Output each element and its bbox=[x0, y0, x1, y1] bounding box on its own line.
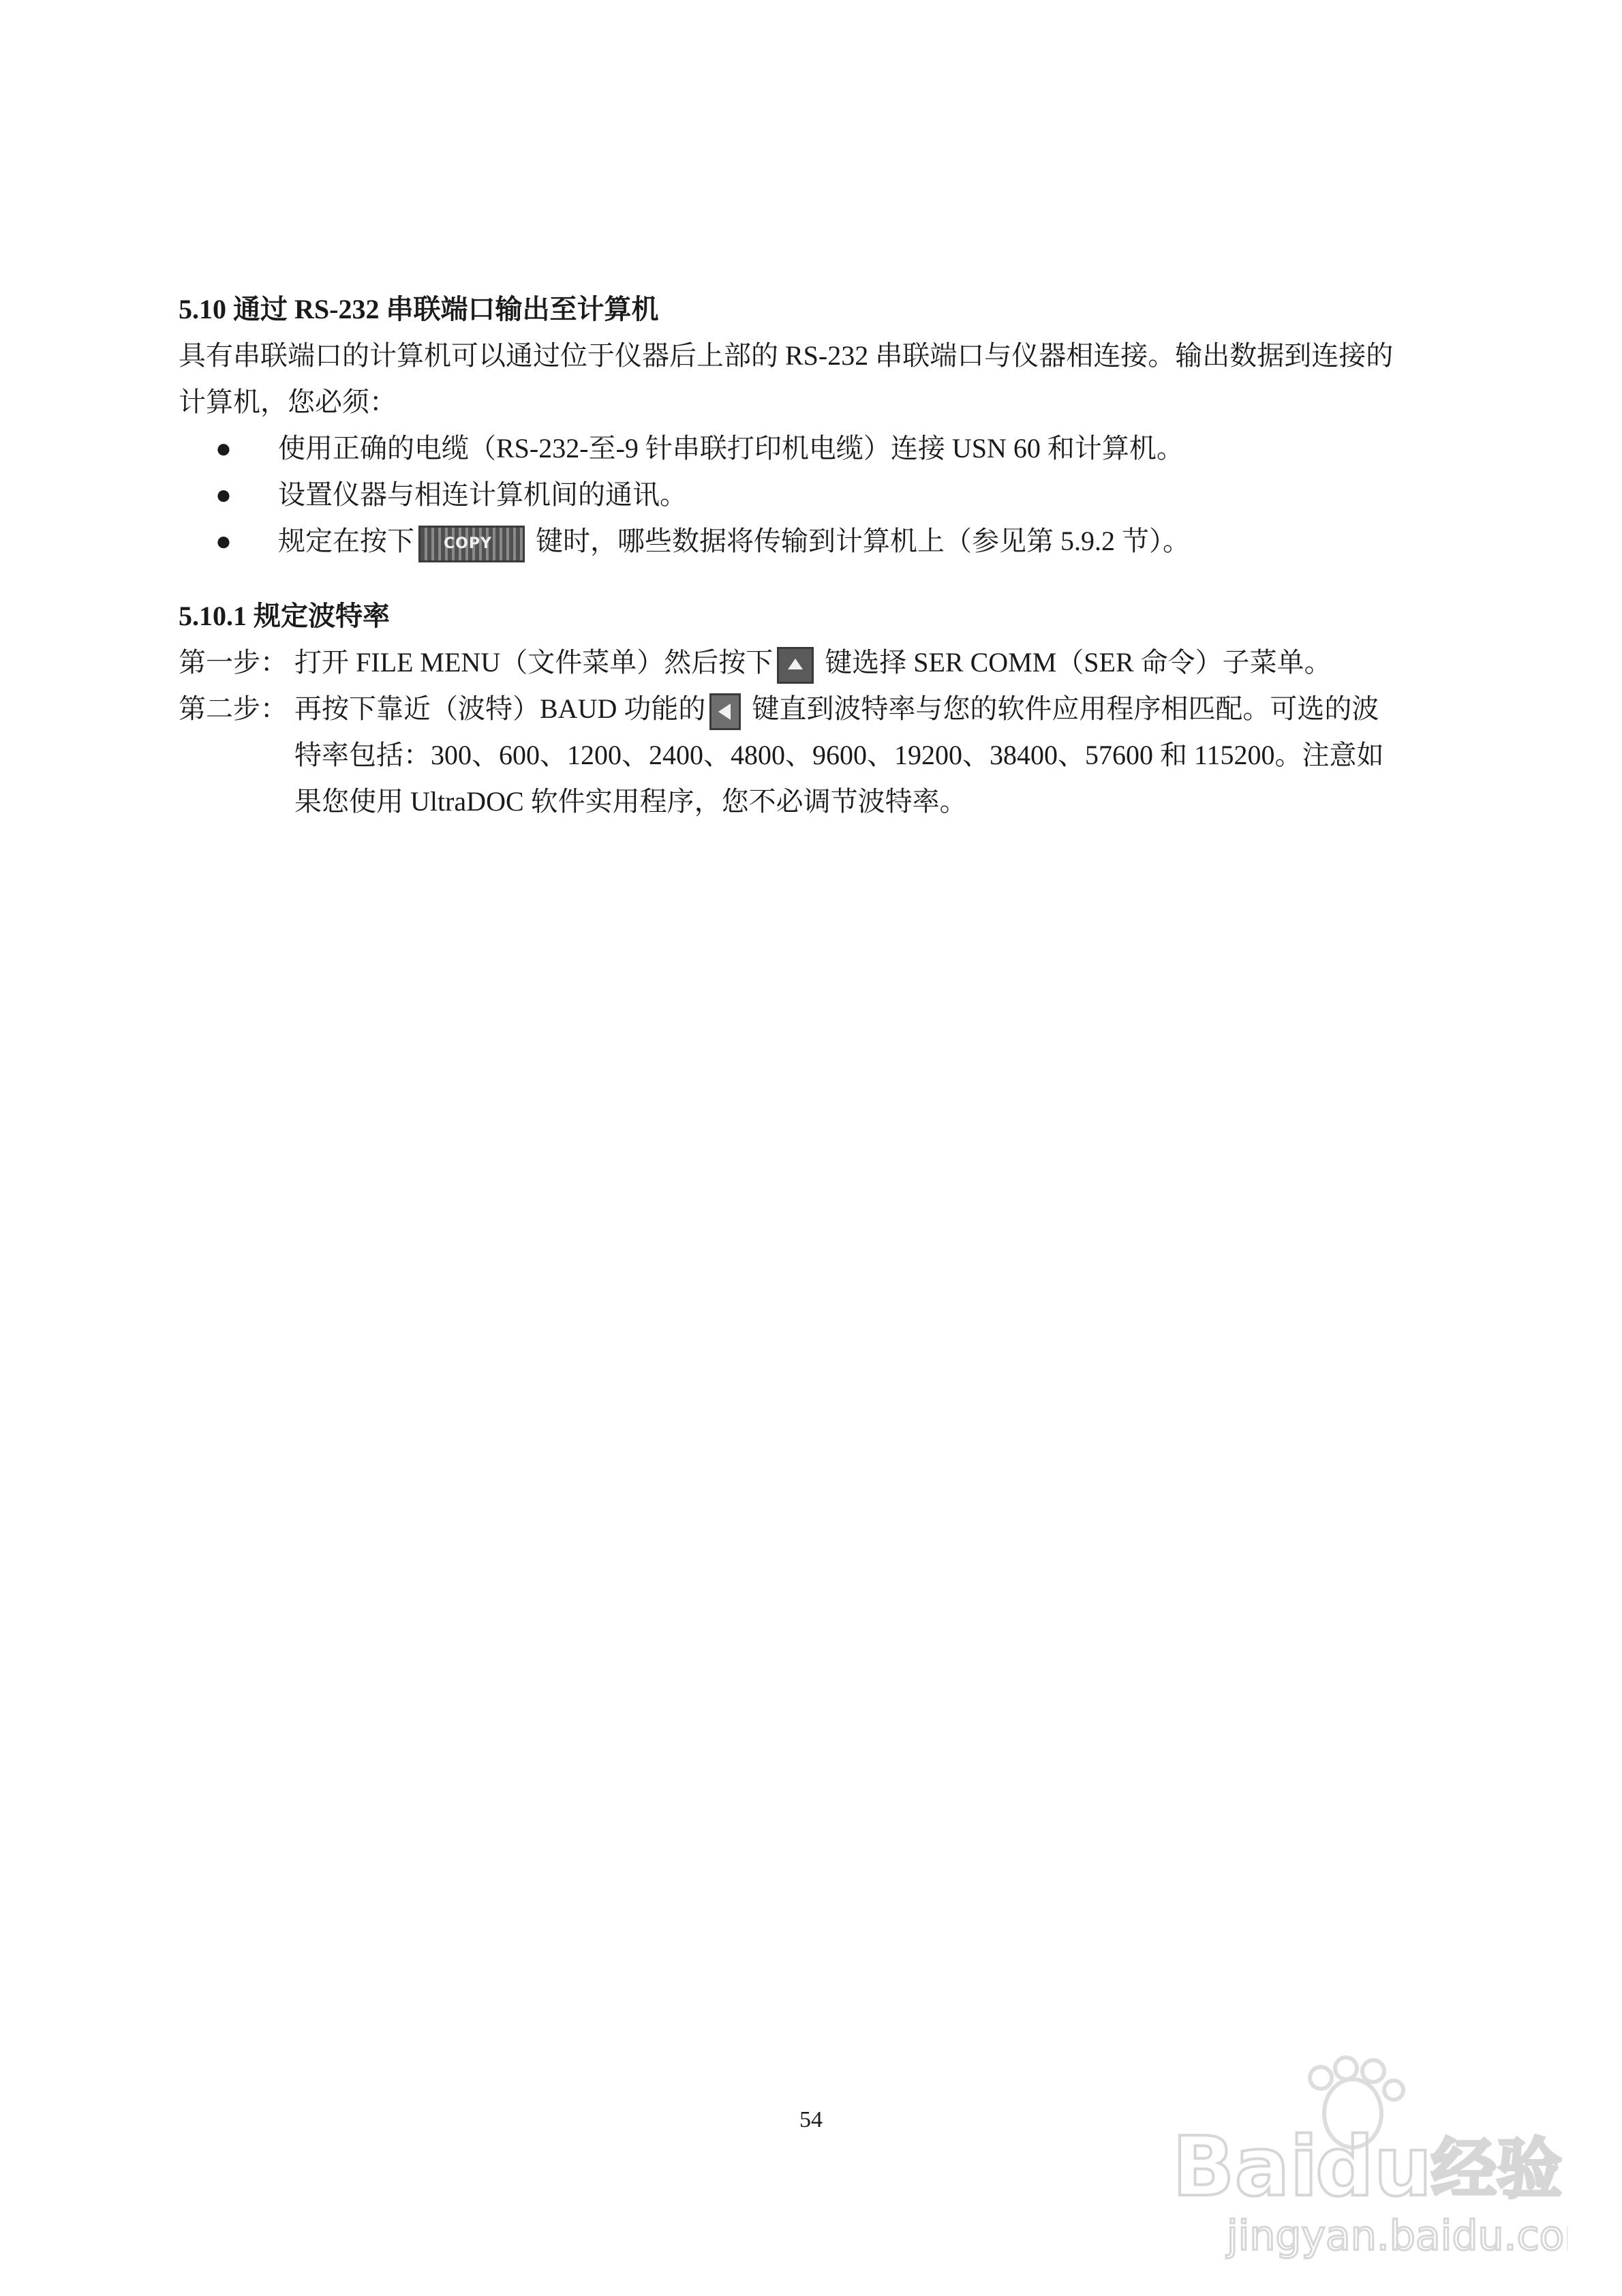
step-one-text-before: 打开 FILE MENU（文件菜单）然后按下 bbox=[294, 647, 774, 678]
step-one bbox=[179, 639, 1460, 686]
baidu-jingyan-watermark bbox=[1145, 2052, 1567, 2270]
list-item-text-before: 规定在按下 bbox=[278, 526, 414, 556]
step-two-label: 第二步： bbox=[179, 693, 288, 724]
step-one-text-after: 键选择 SER COMM（SER 命令）子菜单。 bbox=[818, 647, 1332, 678]
bullet-icon: ● bbox=[215, 526, 232, 556]
intro-paragraph-line-2: 计算机，您必须： bbox=[179, 387, 397, 417]
list-item bbox=[179, 425, 1460, 472]
list-item bbox=[179, 472, 1460, 518]
copy-key-icon bbox=[418, 526, 525, 562]
step-two-text-before: 再按下靠近（波特）BAUD 功能的 bbox=[294, 693, 706, 724]
step-one-label: 第一步： bbox=[179, 647, 288, 678]
step-two-text-line-2: 特率包括：300、600、1200、2400、4800、9600、19200、38400、57600 和 115200。注意如 bbox=[294, 740, 1384, 770]
watermark-url: jingyan.baidu.com bbox=[1227, 2212, 1567, 2260]
step-two-text-line-3: 果您使用 UltraDOC 软件实用程序，您不必调节波特率。 bbox=[294, 786, 967, 817]
section-heading bbox=[179, 286, 1460, 333]
list-item-text-after: 键时，哪些数据将传输到计算机上（参见第 5.9.2 节）。 bbox=[529, 526, 1190, 556]
left-arrow-key-icon bbox=[709, 693, 741, 730]
paw-logo-icon bbox=[1145, 2052, 1567, 2270]
up-arrow-key-icon bbox=[777, 647, 814, 684]
svg-text:du: du bbox=[1315, 2120, 1433, 2215]
section-title: 通过 RS-232 串联端口输出至计算机 bbox=[226, 294, 659, 324]
list-item-text: 设置仪器与相连计算机间的通讯。 bbox=[278, 479, 687, 510]
bullet-icon: ● bbox=[215, 433, 232, 464]
intro-paragraph-line-1: 具有串联端口的计算机可以通过位于仪器后上部的 RS-232 串联端口与仪器相连接。输出数据到连接的 bbox=[179, 340, 1394, 371]
svg-text:Bai: Bai bbox=[1172, 2120, 1318, 2215]
svg-text:经验: 经验 bbox=[1431, 2131, 1562, 2207]
step-two-text-line-1: 键直到波特率与您的软件应用程序相匹配。可选的波 bbox=[745, 693, 1379, 724]
list-item-text: 使用正确的电缆（RS-232-至-9 针串联打印机电缆）连接 USN 60 和计算机。 bbox=[278, 433, 1184, 464]
page-content bbox=[179, 286, 1460, 825]
step-two bbox=[179, 686, 1460, 825]
subsection-title: 规定波特率 bbox=[247, 601, 390, 631]
section-number: 5.10 bbox=[179, 294, 226, 324]
requirements-list bbox=[179, 425, 1460, 564]
page-number: 54 bbox=[799, 2107, 823, 2132]
subsection-number: 5.10.1 bbox=[179, 601, 247, 631]
section-spacer bbox=[179, 564, 1460, 593]
subsection-heading bbox=[179, 593, 1460, 639]
bullet-icon: ● bbox=[215, 479, 232, 510]
copy-key-label: COPY bbox=[444, 534, 492, 552]
list-item bbox=[179, 518, 1460, 564]
